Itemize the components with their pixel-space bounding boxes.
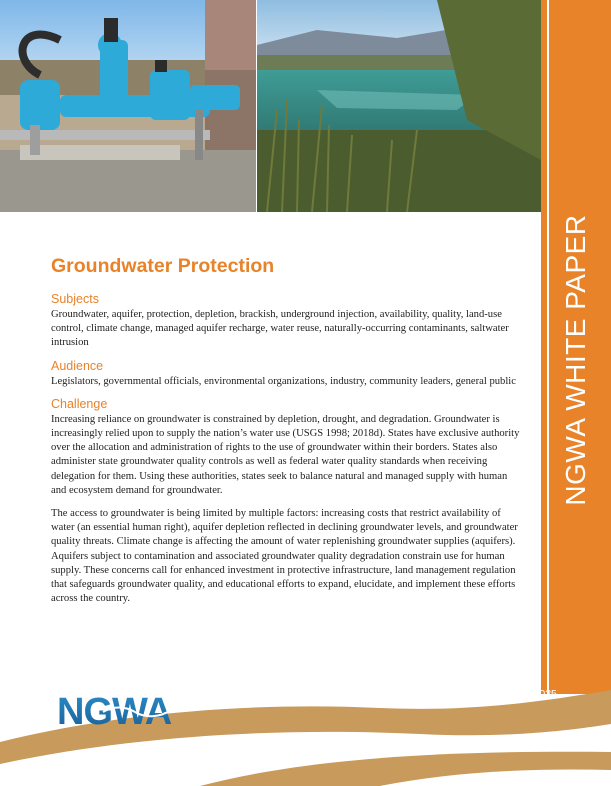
svg-text:NGWA: NGWA (57, 691, 172, 732)
wellhead-pipes-photo (0, 0, 256, 212)
subjects-section (51, 292, 521, 351)
page-title: Groundwater Protection (51, 255, 275, 277)
ngwa-logo (55, 690, 185, 732)
challenge-heading: Challenge (51, 396, 108, 411)
audience-section (51, 359, 521, 389)
subjects-text: Groundwater, aquifer, protection, depletion, brackish, underground injection, availability, quality, land-use control, climate change, managed aquifer recharge, water reuse, naturally-occurring contaminants, saltwater intrusion (51, 309, 509, 349)
publication-date: 4/3/2025 (516, 688, 557, 700)
audience-heading: Audience (51, 358, 104, 373)
recharge-pond-photo (257, 0, 541, 212)
main-content (51, 255, 521, 614)
challenge-paragraph-2: The access to groundwater is being limited by multiple factors: increasing costs that restrict availability of water (an essential human right), aquifer depletion reflected in declining groundwater levels, and groundwater quality threats. Climate change is affecting the amount of water replenishing groundwater supplies (aquifers). Aquifers subject to contamination and associated groundwater quality degradation constrain use for human supply. These concerns call for enhanced investment in protective infrastructure, land management regulation that safeguards groundwater quality, and educational efforts to expand, elucidate, and implement these efforts across the country. (51, 508, 518, 605)
challenge-section (51, 397, 521, 607)
challenge-paragraph-1: Increasing reliance on groundwater is constrained by depletion, drought, and degradation. Groundwater is increasingly relied upon to supply the nation’s water use (USGS 1998; 2018d). States have exclusive authority over the allocation and administration of rights to the use of groundwater within their borders. States also administer state groundwater quality controls as well as federal water quality standards when receiving delegation for them. Using these authorities, states seek to balance natural and managed supply with human and ecosystem demand for groundwater. (51, 413, 520, 496)
side-title: NGWA WHITE PAPER (560, 214, 591, 506)
side-title-band (541, 0, 611, 694)
subjects-heading: Subjects (51, 292, 99, 306)
audience-text: Legislators, governmental officials, environmental organizations, industry, community leaders, general public (51, 375, 516, 387)
